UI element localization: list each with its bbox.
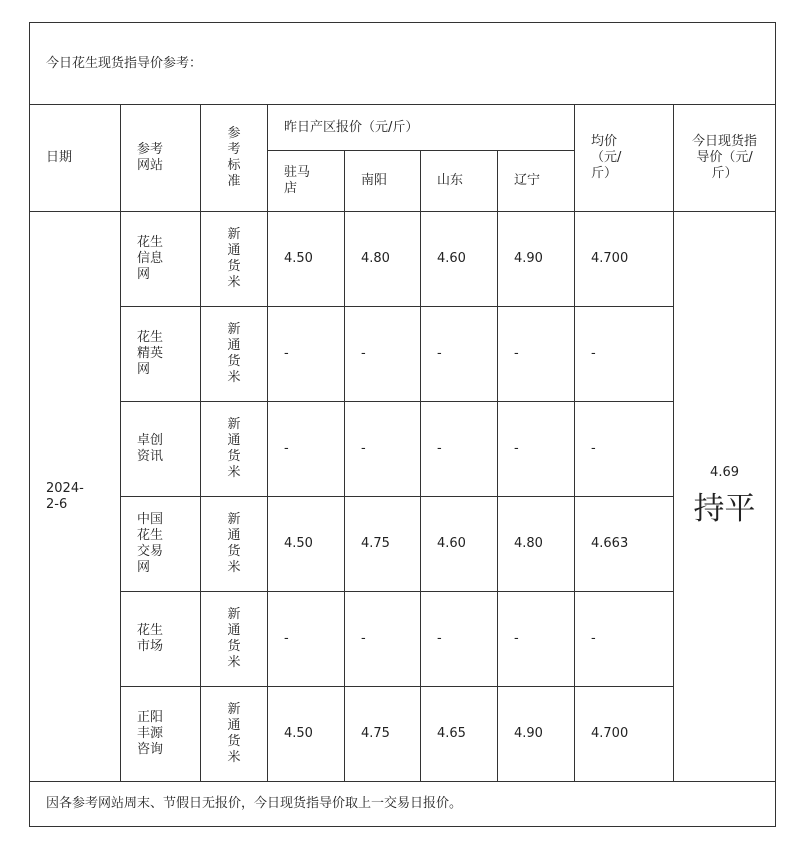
today-trend: 持平 (693, 490, 756, 527)
header-region-zhumadian (268, 151, 345, 212)
header-yesterday-group: 昨日产区报价（元/斤） (268, 105, 575, 151)
table-row-1-avg: - (575, 307, 674, 402)
table-row-3-standard (201, 497, 268, 592)
row-0-standard-label: 新通货米 (227, 227, 241, 290)
header-standard (201, 105, 268, 212)
table-row-3-nanyang: 4.75 (345, 497, 421, 592)
table-row-2-nanyang: - (345, 402, 421, 497)
table-row-5-zhumadian: 4.50 (268, 687, 345, 782)
table-row-1-site (121, 307, 201, 402)
table-row-0-shandong: 4.60 (421, 212, 498, 307)
today-price-value: 4.69 (710, 464, 739, 480)
table-row-3-zhumadian: 4.50 (268, 497, 345, 592)
date-cell (30, 212, 121, 782)
row-1-site-label: 花生精英网 (137, 330, 164, 377)
table-footnote: 因各参考网站周末、节假日无报价，今日现货指导价取上一交易日报价。 (30, 782, 776, 827)
table-row-4-standard (201, 592, 268, 687)
table-row-4-nanyang: - (345, 592, 421, 687)
table-row-2-site (121, 402, 201, 497)
header-today-label: 今日现货指导价（元/斤） (692, 134, 758, 181)
table-row-2-shandong: - (421, 402, 498, 497)
today-price-cell (674, 212, 776, 782)
table-row-2-avg: - (575, 402, 674, 497)
table-row-4-zhumadian: - (268, 592, 345, 687)
header-region-liaoning: 辽宁 (498, 151, 575, 212)
row-3-site-label: 中国花生交易网 (137, 512, 164, 575)
table-row-0-standard (201, 212, 268, 307)
row-2-standard-label: 新通货米 (227, 417, 241, 480)
table-row-3-liaoning: 4.80 (498, 497, 575, 592)
peanut-price-table (29, 22, 776, 827)
table-row-5-site (121, 687, 201, 782)
row-5-site-label: 正阳丰源咨询 (137, 710, 164, 757)
table-title: 今日花生现货指导价参考： (30, 23, 776, 105)
table-row-5-standard (201, 687, 268, 782)
row-0-site-label: 花生信息网 (137, 235, 164, 282)
header-avg (575, 105, 674, 212)
table-row-0-zhumadian: 4.50 (268, 212, 345, 307)
table-row-5-liaoning: 4.90 (498, 687, 575, 782)
table-row-1-standard (201, 307, 268, 402)
table-row-4-liaoning: - (498, 592, 575, 687)
table-row-1-zhumadian: - (268, 307, 345, 402)
table-row-0-site (121, 212, 201, 307)
table-row-0-nanyang: 4.80 (345, 212, 421, 307)
table-row-4-site (121, 592, 201, 687)
header-today (674, 105, 776, 212)
table-row-1-shandong: - (421, 307, 498, 402)
table-row-5-avg: 4.700 (575, 687, 674, 782)
table-row-2-zhumadian: - (268, 402, 345, 497)
row-2-site-label: 卓创资讯 (137, 433, 164, 464)
header-region-zhumadian-label: 驻马店 (284, 165, 311, 196)
header-site-label: 参考网站 (137, 142, 164, 173)
row-4-site-label: 花生市场 (137, 623, 164, 654)
table-row-3-site (121, 497, 201, 592)
date-value: 2024-2-6 (46, 480, 84, 512)
table-row-5-shandong: 4.65 (421, 687, 498, 782)
table-row-0-avg: 4.700 (575, 212, 674, 307)
row-4-standard-label: 新通货米 (227, 607, 241, 670)
table-row-1-liaoning: - (498, 307, 575, 402)
table-row-2-liaoning: - (498, 402, 575, 497)
table-row-4-shandong: - (421, 592, 498, 687)
table-row-1-nanyang: - (345, 307, 421, 402)
header-date: 日期 (30, 105, 121, 212)
header-region-nanyang: 南阳 (345, 151, 421, 212)
row-5-standard-label: 新通货米 (227, 702, 241, 765)
table-row-4-avg: - (575, 592, 674, 687)
table-row-2-standard (201, 402, 268, 497)
header-standard-label: 参考标准 (227, 126, 241, 189)
table-row-3-shandong: 4.60 (421, 497, 498, 592)
row-3-standard-label: 新通货米 (227, 512, 241, 575)
header-region-shandong: 山东 (421, 151, 498, 212)
header-site (121, 105, 201, 212)
table-row-3-avg: 4.663 (575, 497, 674, 592)
row-1-standard-label: 新通货米 (227, 322, 241, 385)
header-avg-label: 均价（元/斤） (591, 134, 622, 181)
table-row-5-nanyang: 4.75 (345, 687, 421, 782)
table-row-0-liaoning: 4.90 (498, 212, 575, 307)
